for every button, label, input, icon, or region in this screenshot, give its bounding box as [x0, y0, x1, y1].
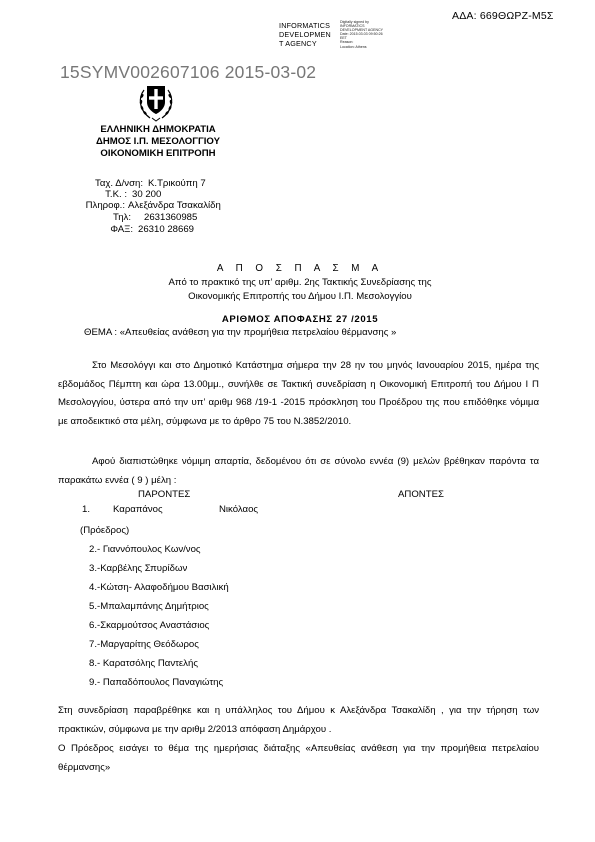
signature-detail-line: EET [340, 36, 347, 41]
contact-value: Κ.Τρικούπη 7 [148, 178, 206, 189]
header-committee: ΟΙΚΟΝΟΜΙΚΗ ΕΠΙΤΡΟΠΗ [100, 148, 216, 160]
list-item: 5.-Μπαλαμπάνης Δημήτριος [89, 601, 209, 612]
list-item: 7.-Μαργαρίτης Θεόδωρος [89, 639, 199, 650]
contact-label: Τ.Κ. : [105, 189, 127, 200]
list-item: 2.- Γιαννόπουλος Κων/νος [89, 544, 201, 555]
contact-label: Πληροφ.: [85, 200, 125, 211]
signature-detail-line: Date: 2015.03.03 09:50:26 [340, 32, 383, 37]
document-title: Α Π Ο Σ Π Α Σ Μ Α [216, 263, 384, 274]
signature-details [340, 20, 420, 49]
ada-code: ΑΔΑ: 669ΘΩΡΖ-Μ5Σ [452, 10, 554, 22]
intro-line: Οικονομικής Επιτροπής του Δήμου Ι.Π. Μεσολογγίου [188, 291, 412, 302]
member-first-name: Νικόλαος [219, 504, 259, 515]
list-item [113, 504, 163, 515]
list-item: 8.- Καρατσόλης Παντελής [89, 658, 198, 669]
list-item: 4.-Κώτση- Αλαφοδήμου Βασιλική [89, 582, 229, 593]
greek-emblem-icon [136, 80, 176, 122]
absent-header: ΑΠΟΝΤΕΣ [398, 489, 444, 500]
paragraph-secretary: Στη συνεδρίαση παραβρέθηκε και η υπάλληλος του Δήμου κ Αλεξάνδρα Τσακαλίδη , για την τήρηση των πρακτικών, σύμφωνα με την αριθμ 2/2013 απόφαση Δημάρχου . [58, 705, 539, 735]
decision-number: ΑΡΙΘΜΟΣ ΑΠΟΦΑΣΗΣ 27 /2015 [221, 314, 379, 325]
member-number: 1. [82, 504, 91, 515]
list-item [219, 504, 258, 515]
signature-org-line: T AGENCY [279, 38, 317, 48]
signature-org-line: DEVELOPMEN [279, 29, 331, 39]
signature-org-line: INFORMATICS [279, 21, 331, 30]
contact-label: ΦΑΞ: [110, 224, 133, 235]
paragraph-agenda: Ο Πρόεδρος εισάγει το θέμα της ημερήσιας διάταξης «Απευθείας ανάθεση για την προμήθεια πετρελαίου θέρμανσης» [58, 743, 539, 773]
list-item: 9.- Παπαδόπουλος Παναγιώτης [89, 677, 224, 688]
decision-subject: ΘΕΜΑ : «Απευθείας ανάθεση για την προμήθεια πετρελαίου θέρμανσης » [84, 327, 397, 338]
signature-detail-line: Reason: [340, 40, 354, 45]
header-municipality: ΔΗΜΟΣ Ι.Π. ΜΕΣΟΛΟΓΓΙΟΥ [95, 136, 221, 148]
contact-value: 2631360985 [144, 212, 198, 223]
list-item [82, 504, 90, 515]
list-item: 3.-Καρβέλης Σπυρίδων [89, 563, 188, 574]
contact-label: Ταχ. Δ/νση: [95, 178, 143, 189]
signature-detail-line: Digitally signed by [340, 20, 369, 24]
contact-value: 26310 28669 [138, 224, 195, 235]
contact-value: 30 200 [132, 189, 162, 200]
contact-label: Τηλ: [113, 212, 131, 223]
intro-line: Από το πρακτικό της υπ’ αριθμ. 2ης Τακτικής Συνεδρίασης της [168, 277, 432, 288]
paragraph-meeting: Στο Μεσολόγγι και στο Δημοτικό Κατάστημα σήμερα την 28 ην του μηνός Ιανουαρίου 2015, ημέρα της εβδομάδος Πέμπτη και ώρα 13.00μμ., συνήλθε σε Τακτική συνεδρίαση η Οικονομική Επιτροπή του Δήμου Ι Π Μεσολογγίου, ύστερα από την υπ’ αριθμ 968 /19-1 -2015 πρόσκληση του Προέδρου της που επιδόθηκε νόμιμα με αποδεικτικό στα μέλη, σύμφωνα με το άρθρο 75 του Ν.3852/2010. [58, 360, 539, 427]
signature-organization [279, 22, 349, 48]
intro-block [60, 276, 540, 304]
list-item: (Πρόεδρος) [80, 525, 130, 536]
contact-value: Αλεξάνδρα Τσακαλίδη [128, 200, 221, 211]
member-surname: Καραπάνος [113, 504, 163, 515]
paragraph-quorum: Αφού διαπιστώθηκε νόμιμη απαρτία, δεδομένου ότι σε σύνολο εννέα (9) μελών βρέθηκαν παρόντα τα παρακάτω εννέα ( 9 ) μέλη : [58, 456, 539, 486]
list-item: 6.-Σκαρμούτσος Αναστάσιος [89, 620, 210, 631]
present-header: ΠΑΡΟΝΤΕΣ [138, 489, 191, 500]
issuer-header [72, 124, 244, 161]
header-country: ΕΛΛΗΝΙΚΗ ΔΗΜΟΚΡΑΤΙΑ [100, 124, 216, 135]
signature-detail-line: DEVELOPMENT AGENCY [340, 28, 384, 33]
document-watermark: 15SYMV002607106 2015-03-02 [60, 62, 317, 82]
signature-detail-line: INFORMATICS [340, 24, 365, 29]
signature-detail-line: Location: Athens [340, 44, 367, 49]
